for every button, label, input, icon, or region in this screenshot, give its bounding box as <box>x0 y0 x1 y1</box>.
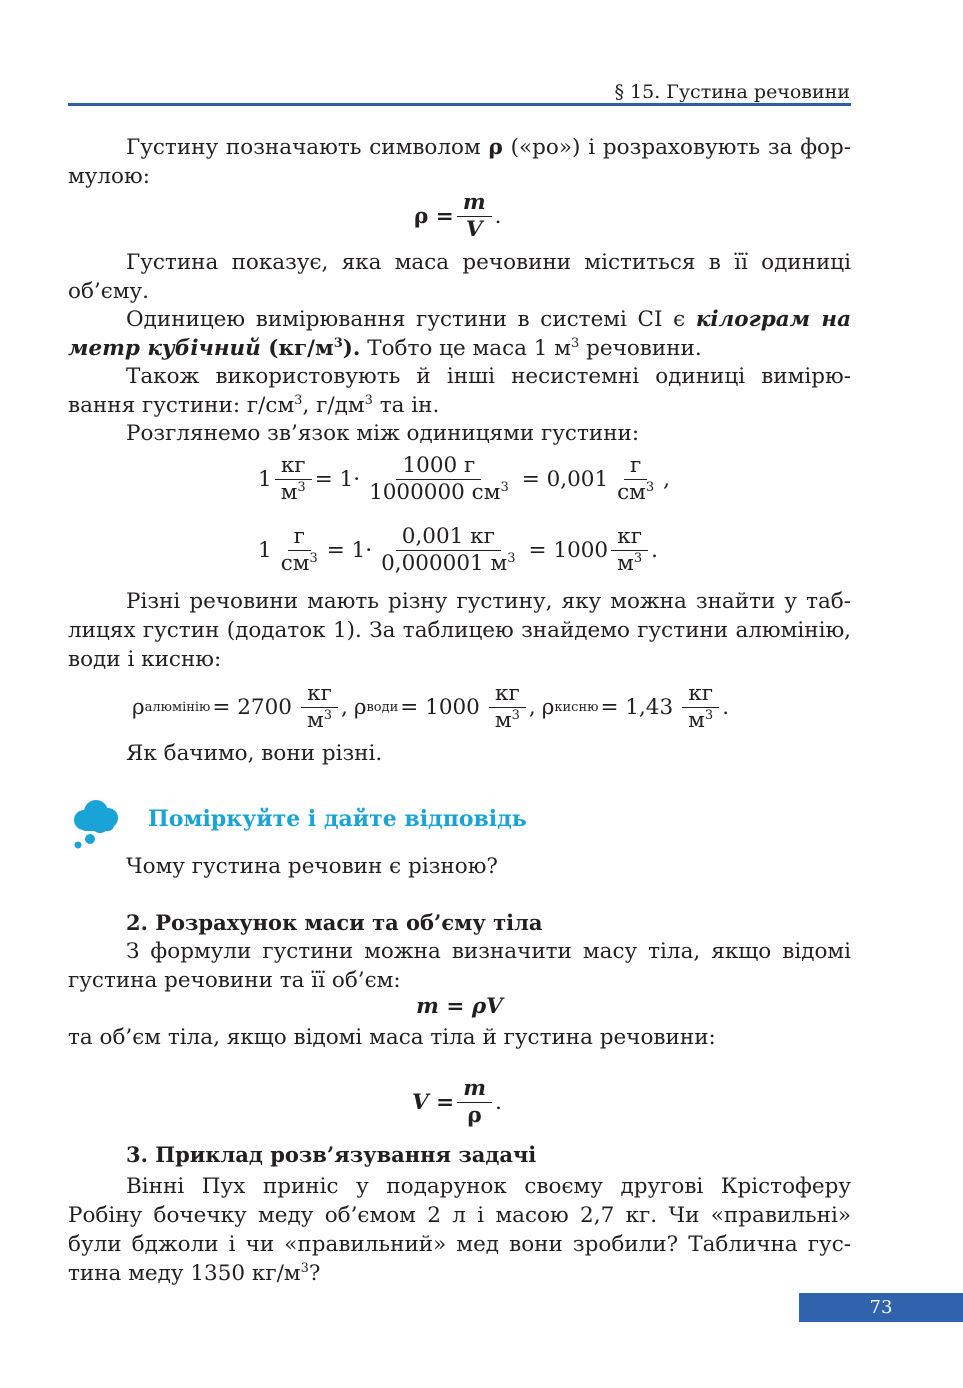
section-2-paragraph: З формули густини можна визначити масу тіла, якщо відомі <box>126 939 851 964</box>
formula-volume: V = $\frac{m}{\rho}$ . <box>412 1076 502 1128</box>
formula-densities-examples: ρ алюмінію = 2700 $\frac{кг}{м^3}$ , ρ води = 1000 $\frac{кг}{м^3}$ , ρ кисню = 1,43 $\frac{кг}{м^3}$ . <box>132 681 730 733</box>
paragraph-other-units-cont: вання густини: $г/см^3$, $г/дм^3$ та ін. <box>68 393 440 418</box>
paragraph-different-densities-cont: лицях густин (додаток 1). За таблицею знайдемо густини алюмінію, <box>68 618 851 643</box>
formula-mass: m = ρV <box>416 994 503 1019</box>
paragraph-si-unit-cont: метр кубічний $(кг/м^3)$. Тобто це маса 1 $м^3$ речовини. <box>68 336 702 361</box>
paragraph-conclusion: Як бачимо, вони різні. <box>126 741 383 766</box>
section-2-paragraph-cont: густина речовини та її об’єм: <box>68 968 401 993</box>
formula-conversion-2: 1 $\frac{г}{см^3}$ = 1· $\frac{0,001 кг}{0,000001 м^3}$ = 1000 $\frac{кг}{м^3}$ . <box>258 524 658 576</box>
section-3-problem-line-2: Робіну бочечку меду об’ємом 2 л і масою 2,7 кг. Чи «правильні» <box>68 1203 851 1228</box>
think-box-question: Чому густина речовин є різною? <box>126 854 498 879</box>
paragraph-si-unit: Одиницею вимірювання густини в системі СІ є кілограм на <box>126 307 851 332</box>
formula-density: ρ = $\frac{m}{V}$ . <box>414 190 502 242</box>
section-3-heading: 3. Приклад розв’язування задачі <box>126 1142 537 1167</box>
paragraph-density-symbol-cont: мулою: <box>68 164 150 189</box>
paragraph-different-densities: Різні речовини мають різну густину, яку можна знайти у таб- <box>126 589 851 614</box>
thought-cloud-icon <box>70 798 122 852</box>
running-header: § 15. Густина речовини <box>614 81 850 103</box>
section-3-problem-line-1: Вінні Пух приніс у подарунок своєму другові Крістоферу <box>126 1174 851 1199</box>
section-2-volume-text: та об’єм тіла, якщо відомі маса тіла й густина речовини: <box>68 1025 716 1050</box>
paragraph-density-meaning: Густина показує, яка маса речовини міститься в її одиниці <box>126 250 851 275</box>
section-3-problem-line-4: тина меду 1350 $кг/м^3$? <box>68 1261 321 1286</box>
page-number: 73 <box>799 1293 963 1322</box>
header-rule <box>68 103 851 106</box>
think-box-title: Поміркуйте і дайте відповідь <box>148 806 527 832</box>
fraction-m-over-v: $\frac{m}{V}$ <box>457 192 492 241</box>
paragraph-density-meaning-cont: об’єму. <box>68 279 149 304</box>
paragraph-different-densities-cont2: води і кисню: <box>68 647 222 672</box>
paragraph-density-symbol: Густину позначають символом ρ («ро») і розраховують за фор- <box>126 135 852 160</box>
paragraph-unit-relation: Розглянемо зв’язок між одиницями густини: <box>126 421 640 446</box>
paragraph-other-units: Також використовують й інші несистемні одиниці вимірю- <box>126 364 851 389</box>
section-3-problem-line-3: були бджоли і чи «правильний» мед вони зробили? Таблична гус- <box>68 1232 851 1257</box>
section-2-heading: 2. Розрахунок маси та об’єму тіла <box>126 910 543 935</box>
formula-conversion-1: 1 $\frac{кг}{м^3}$ = 1· $\frac{1000 г}{1000000 см^3}$ = 0,001 $\frac{г}{см^3}$ , <box>258 453 671 505</box>
